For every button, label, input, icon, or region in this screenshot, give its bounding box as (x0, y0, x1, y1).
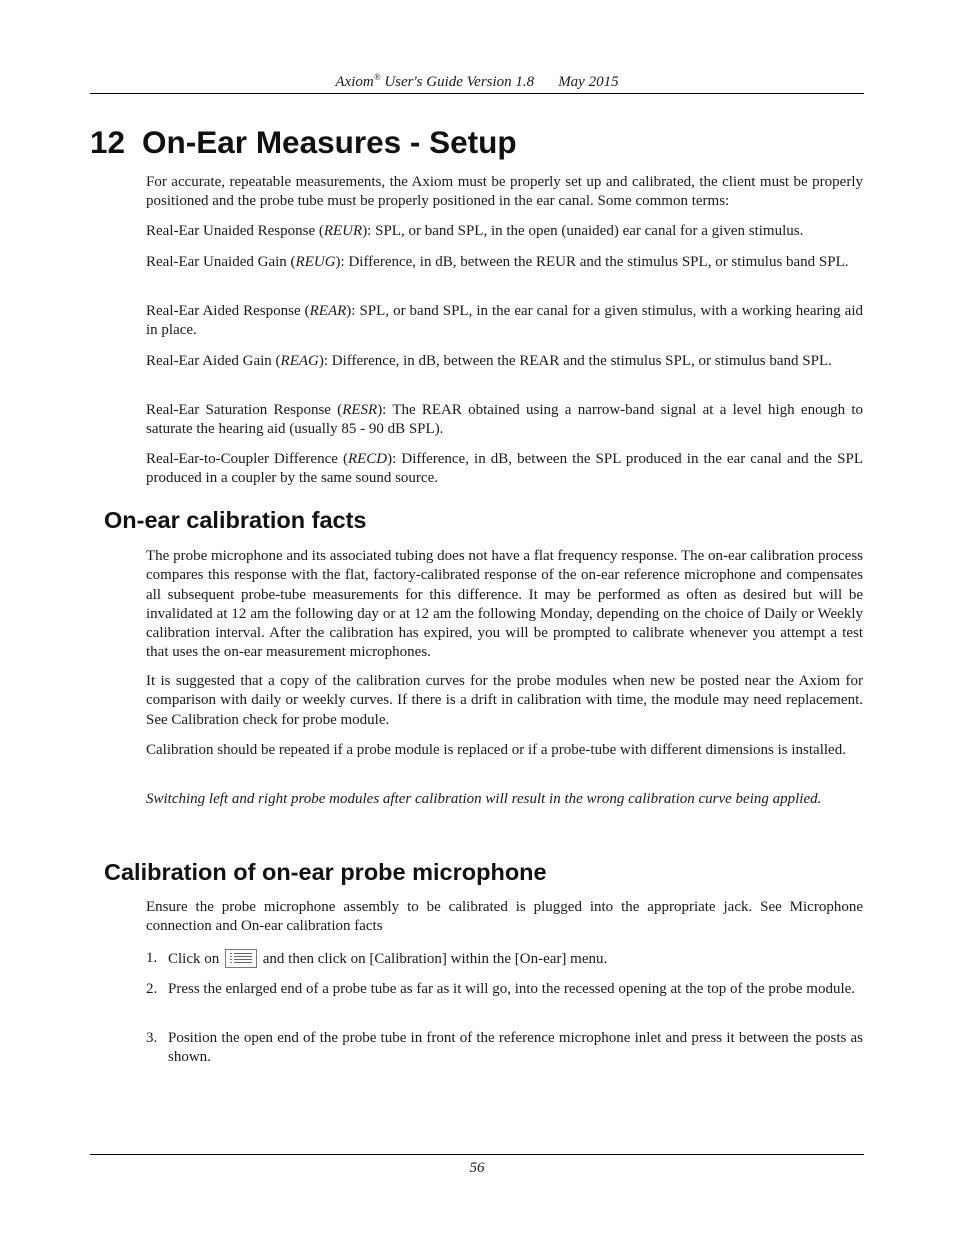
intro-paragraph: For accurate, repeatable measurements, the Axiom must be properly set up and calibrated, the client must be properly positioned and the probe tube must be properly positioned in the ear canal. Some common terms: (146, 174, 863, 210)
step-number: 3. (146, 1030, 158, 1046)
term-abbr: REUR (323, 223, 363, 239)
chapter-heading (90, 120, 517, 164)
step-number: 1. (146, 950, 158, 966)
registered-mark: ® (373, 72, 381, 82)
calibration-note: Switching left and right probe modules after calibration will result in the wrong calibration curve being applied. (146, 791, 822, 807)
term-resr: Real-Ear Saturation Response (RESR): The REAR obtained using a narrow-band signal at a level high enough to saturate the hearing aid (usually 85 - 90 dB SPL). (146, 402, 863, 438)
header-date: May 2015 (558, 74, 619, 90)
term-abbr: REAR (309, 303, 347, 319)
term-abbr: RECD (347, 451, 388, 467)
term-reag: Real-Ear Aided Gain (REAG): Difference, in dB, between the REAR and the stimulus SPL, or stimulus band SPL. (146, 353, 832, 369)
term-abbr: RESR (342, 402, 378, 418)
section-heading-probe-calibration: Calibration of on-ear probe microphone (104, 859, 547, 885)
chapter-number: 12 (90, 124, 126, 160)
step-1: 1. Click on and then click on [Calibration] within the [On-ear] menu. (146, 950, 608, 967)
running-header (90, 66, 864, 94)
step-text: Press the enlarged end of a probe tube as far as it will go, into the recessed opening at the top of the probe module. (168, 981, 856, 997)
probe-calibration-intro: Ensure the probe microphone assembly to be calibrated is plugged into the appropriate jack. See Microphone connection and On-ear calibration facts (146, 899, 863, 935)
step-2 (146, 980, 863, 999)
footer-rule (90, 1154, 864, 1155)
calibration-facts-paragraph-3: Calibration should be repeated if a probe module is replaced or if a probe-tube with different dimensions is installed. (146, 742, 846, 758)
term-reug: Real-Ear Unaided Gain (REUG): Difference, in dB, between the REUR and the stimulus SPL, or stimulus band SPL. (146, 254, 849, 270)
term-abbr: REAG (280, 353, 319, 369)
term-recd: Real-Ear-to-Coupler Difference (RECD): Difference, in dB, between the SPL produced in the ear canal and the SPL produced in a coupler by the same sound source. (146, 451, 863, 487)
calibration-facts-paragraph-2: It is suggested that a copy of the calibration curves for the probe modules when new be posted near the Axiom for comparison with daily or weekly curves. If there is a drift in calibration with time, the module may need replacement. See Calibration check for probe module. (146, 673, 863, 728)
header-product: Axiom (335, 74, 374, 90)
term-rear: Real-Ear Aided Response (REAR): SPL, or band SPL, in the ear canal for a given stimulus, with a working hearing aid in place. (146, 303, 863, 339)
term-abbr: REUG (295, 254, 336, 270)
step-number: 2. (146, 981, 158, 997)
step-3 (146, 1029, 863, 1068)
calibration-facts-paragraph-1: The probe microphone and its associated tubing does not have a flat frequency response. The on-ear calibration process compares this response with the flat, factory-calibrated response of the on-ear reference microphone and compensates all subsequent probe-tube measurements for this difference. It may be performed as often as desired but will be invalidated at 12 am the following day or at 12 am the following Monday, depending on the choice of Daily or Weekly calibration interval. After the calibration has expired, you will be prompted to calibrate whenever you attempt a test that uses the on-ear measurement microphones. (146, 548, 863, 661)
header-guide: User's Guide Version 1.8 (384, 74, 535, 90)
section-heading-calibration-facts: On-ear calibration facts (104, 507, 367, 533)
term-reur: Real-Ear Unaided Response (REUR): SPL, or band SPL, in the open (unaided) ear canal for a given stimulus. (146, 223, 804, 239)
page-number: 56 (469, 1160, 485, 1176)
chapter-title: On-Ear Measures - Setup (142, 124, 517, 160)
step-text: Position the open end of the probe tube in front of the reference microphone inlet and press it between the posts as shown. (168, 1030, 863, 1066)
menu-list-icon[interactable] (225, 949, 257, 968)
